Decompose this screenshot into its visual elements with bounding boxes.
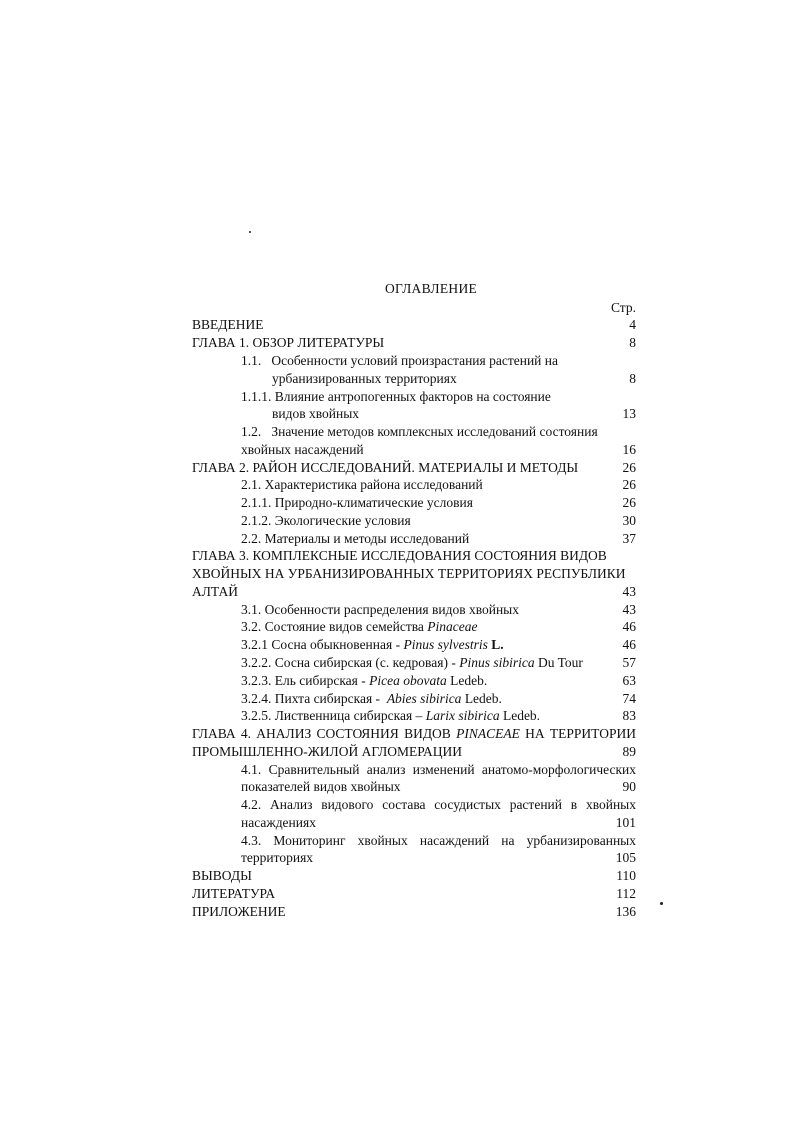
toc-page-chapter-4: 89: [622, 744, 636, 759]
toc-entry-3-2: [241, 618, 478, 635]
toc-entry-3-2-2-latin: Pinus sibirica: [459, 655, 535, 670]
toc-page-chapter-1: 8: [629, 335, 636, 350]
toc-entry-4-3-line1: 4.3. Мониторинг хвойных насаждений на урбанизированных: [241, 833, 636, 848]
toc-entry-appendix: ПРИЛОЖЕНИЕ: [192, 904, 286, 919]
toc-entry-1-2-line2: хвойных насаждений: [241, 442, 364, 457]
toc-entry-4-2-line1: 4.2. Анализ видового состава сосудистых растений в хвойных: [241, 797, 636, 812]
toc-page-4-2: 101: [615, 815, 636, 830]
toc-title: ОГЛАВЛЕНИЕ: [384, 281, 478, 296]
toc-entry-3-2-2-text: 3.2.2. Сосна сибирская (с. кедровая) -: [241, 655, 460, 670]
toc-page-2-1-1: 26: [622, 495, 636, 510]
toc-entry-chapter-3-line2: ХВОЙНЫХ НА УРБАНИЗИРОВАННЫХ ТЕРРИТОРИЯХ РЕСПУБЛИКИ: [192, 566, 626, 581]
toc-entry-3-2-5-author: Ledeb.: [499, 708, 541, 723]
toc-entry-3-2-4-text: 3.2.4. Пихта сибирская -: [241, 691, 387, 706]
toc-entry-chapter-4-text: ГЛАВА 4. АНАЛИЗ СОСТОЯНИЯ ВИДОВ: [192, 726, 457, 741]
toc-entry-4-1-line1: 4.1. Сравнительный анализ изменений анатомо-морфологических: [241, 762, 636, 777]
toc-entry-3-2-3-text: 3.2.3. Ель сибирская -: [241, 673, 370, 688]
toc-entry-1-1-line1: 1.1. Особенности условий произрастания растений на: [241, 353, 558, 368]
scan-speck: [249, 231, 251, 233]
toc-entry-chapter-4-line2: ПРОМЫШЛЕННО-ЖИЛОЙ АГЛОМЕРАЦИИ: [192, 744, 463, 759]
toc-entry-3-2-1-author: L.: [487, 637, 504, 652]
toc-page-chapter-3: 43: [622, 584, 636, 599]
toc-entry-1-1-1-line1: 1.1.1. Влияние антропогенных факторов на состояние: [241, 389, 551, 404]
scan-speck: [660, 902, 663, 905]
toc-entry-3-2-text: 3.2. Состояние видов семейства: [241, 619, 428, 634]
toc-entry-4-3-line2: территориях: [241, 850, 314, 865]
toc-page-chapter-2: 26: [622, 460, 636, 475]
toc-page-3-2-5: 83: [622, 708, 636, 723]
toc-page-2-2: 37: [622, 531, 636, 546]
toc-entry-chapter-2: ГЛАВА 2. РАЙОН ИССЛЕДОВАНИЙ. МАТЕРИАЛЫ И МЕТОДЫ: [192, 460, 579, 475]
toc-page-3-2: 46: [622, 619, 636, 634]
toc-entry-3-2-5: [241, 707, 540, 724]
toc-entry-3-1: 3.1. Особенности распределения видов хвойных: [241, 602, 519, 617]
toc-entry-3-2-4-latin: Abies sibirica: [386, 691, 462, 706]
toc-page-appendix: 136: [615, 904, 636, 919]
toc-entry-3-2-4-author: Ledeb.: [461, 691, 502, 706]
toc-page-3-2-1: 46: [622, 637, 636, 652]
toc-entry-conclusions: ВЫВОДЫ: [192, 868, 252, 883]
toc-entry-3-2-3: [241, 672, 487, 689]
toc-entry-2-1-2: 2.1.2. Экологические условия: [241, 513, 411, 528]
toc-page-2-1: 26: [622, 477, 636, 492]
toc-entry-3-2-1-text: 3.2.1 Сосна обыкновенная -: [241, 637, 404, 652]
toc-entry-literature: ЛИТЕРАТУРА: [192, 886, 276, 901]
toc-entry-3-2-1-latin: Pinus sylvestris: [403, 637, 488, 652]
toc-page-1-1: 8: [629, 371, 636, 386]
toc-entry-3-2-2: [241, 654, 583, 671]
toc-page-1-2: 16: [622, 442, 636, 457]
toc-entry-3-2-3-latin: Picea obovata: [369, 673, 447, 688]
toc-entry-4-1-line2: показателей видов хвойных: [241, 779, 401, 794]
toc-page-4-3: 105: [615, 850, 636, 865]
toc-entry-3-2-2-author: Du Tour: [534, 655, 583, 670]
toc-entry-chapter-4-latin: PINACEAE: [456, 726, 520, 741]
toc-page-introduction: 4: [629, 317, 636, 332]
toc-page-3-2-3: 63: [622, 673, 636, 688]
toc-page-3-1: 43: [622, 602, 636, 617]
toc-entry-1-1-1-line2: видов хвойных: [272, 406, 360, 421]
toc-entry-introduction: ВВЕДЕНИЕ: [192, 317, 264, 332]
toc-entry-3-2-5-text: 3.2.5. Лиственница сибирская –: [241, 708, 426, 723]
toc-entry-2-1: 2.1. Характеристика района исследований: [241, 477, 483, 492]
toc-entry-4-2-line2: насаждениях: [241, 815, 316, 830]
toc-entry-chapter-4-text-end: НА ТЕРРИТОРИИ: [519, 726, 636, 741]
toc-entry-1-2-line1: 1.2. Значение методов комплексных исследований состояния: [241, 424, 598, 439]
toc-entry-chapter-1: ГЛАВА 1. ОБЗОР ЛИТЕРАТУРЫ: [192, 335, 385, 350]
toc-entry-3-2-5-latin: Larix sibirica: [425, 708, 500, 723]
toc-entry-chapter-3-line3: АЛТАЙ: [192, 584, 238, 599]
toc-entry-2-2: 2.2. Материалы и методы исследований: [241, 531, 470, 546]
toc-entry-3-2-3-author: Ledeb.: [446, 673, 488, 688]
toc-page-3-2-2: 57: [622, 655, 636, 670]
toc-entry-3-2-1: [241, 636, 504, 653]
toc-page-3-2-4: 74: [622, 691, 636, 706]
toc-entry-3-2-latin: Pinaceae: [427, 619, 478, 634]
toc-entry-3-2-4: [241, 690, 502, 707]
toc-entry-1-1-line2: урбанизированных территориях: [272, 371, 457, 386]
page-column-header: Стр.: [610, 300, 636, 315]
toc-page-conclusions: 110: [616, 868, 636, 883]
toc-entry-chapter-3-line1: ГЛАВА 3. КОМПЛЕКСНЫЕ ИССЛЕДОВАНИЯ СОСТОЯНИЯ ВИДОВ: [192, 548, 607, 563]
toc-entry-2-1-1: 2.1.1. Природно-климатические условия: [241, 495, 473, 510]
toc-page-1-1-1: 13: [622, 406, 636, 421]
toc-page-literature: 112: [616, 886, 636, 901]
toc-page-2-1-2: 30: [622, 513, 636, 528]
toc-page-4-1: 90: [622, 779, 636, 794]
toc-entry-chapter-4-line1: [192, 725, 636, 742]
